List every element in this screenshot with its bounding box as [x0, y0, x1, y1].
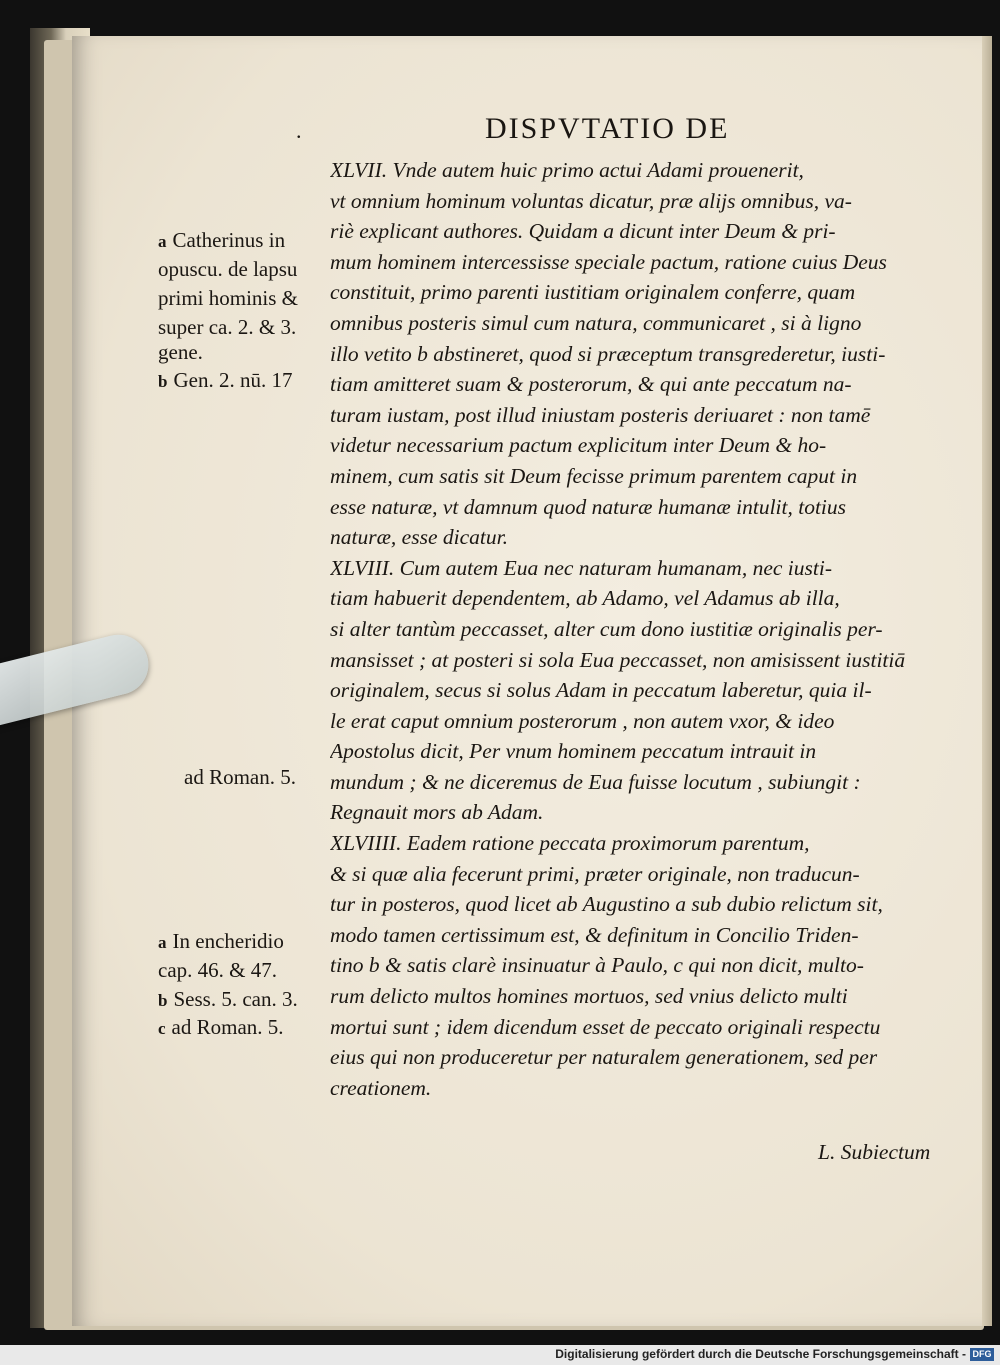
sidenote	[158, 226, 285, 256]
text-line: esse naturæ, vt damnum quod naturæ humanæ intulit, totius	[330, 494, 847, 519]
running-head: DISPVTATIO DE	[485, 112, 730, 145]
text-line: XLVIIII. Eadem ratione peccata proximorum parentum,	[330, 831, 810, 856]
text-line: originalem, secus si solus Adam in peccatum laberetur, quia il-	[330, 678, 872, 703]
page-edge	[982, 36, 992, 1326]
text-line: riè explicant authores. Quidam a dicunt inter Deum & pri-	[330, 219, 836, 244]
sidenote-key: b	[158, 991, 168, 1010]
text-line: Apostolus dicit, Per vnum hominem peccatum intrauit in	[330, 739, 817, 764]
text-line: mum hominem intercessisse speciale pactum, ratione cuius Deus	[330, 249, 887, 274]
footer-credit: Digitalisierung gefördert durch die Deutsche Forschungsgemeinschaft -	[555, 1347, 966, 1361]
sidenote-text: gene.	[158, 340, 203, 364]
sidenote	[158, 927, 284, 957]
text-line: rum delicto multos homines mortuos, sed vnius delicto multi	[330, 984, 848, 1009]
sidenote	[158, 255, 297, 284]
text-line: creationem.	[330, 1075, 432, 1100]
text-line: constituit, primo parenti iustitiam originalem conferre, quam	[330, 280, 856, 305]
sidenote-key: c	[158, 1019, 166, 1038]
sidenote-key: a	[158, 933, 167, 952]
sidenote	[158, 284, 298, 313]
text-line: XLVIII. Cum autem Eua nec naturam humanam, nec iusti-	[330, 555, 832, 580]
sidenote-text: ad Roman. 5.	[184, 765, 296, 789]
text-line: le erat caput omnium posterorum , non autem vxor, & ideo	[330, 708, 835, 733]
catchword: L. Subiectum	[818, 1140, 931, 1164]
footer-bar	[0, 1345, 1000, 1365]
sidenote	[158, 985, 298, 1015]
sidenote	[184, 763, 296, 792]
text-line: tur in posteros, quod licet ab Augustino a sub dubio relictum sit,	[330, 892, 883, 917]
sidenote-key: b	[158, 372, 168, 391]
text-line: vt omnium hominum voluntas dicatur, præ alijs omnibus, va-	[330, 188, 852, 213]
sidenote-text: super ca. 2. & 3.	[158, 315, 297, 339]
text-line: tiam amitteret suam & posterorum, & qui ante peccatum na-	[330, 372, 852, 397]
text-line: minem, cum satis sit Deum fecisse primum parentem caput in	[330, 463, 858, 488]
text-line: si alter tantùm peccasset, alter cum dono iustitiæ originalis per-	[330, 616, 883, 641]
sidenote-text: Catherinus in	[172, 228, 286, 252]
sidenote-key: a	[158, 232, 167, 251]
text-line: turam iustam, post illud iniustam posteris deriuaret : non tamē	[330, 402, 871, 427]
sidenote	[158, 956, 277, 985]
sidenote-text: opuscu. de lapsu	[158, 257, 298, 281]
text-line: mortui sunt ; idem dicendum esset de peccato originali respectu	[330, 1014, 881, 1039]
text-line: modo tamen certissimum est, & definitum in Concilio Triden-	[330, 922, 859, 947]
text-line: tino b & satis clarè insinuatur à Paulo, c qui non dicit, multo-	[330, 953, 864, 978]
running-head-mark: .	[296, 118, 302, 143]
sidenote	[158, 366, 292, 396]
text-line: videtur necessarium pactum explicitum inter Deum & ho-	[330, 433, 827, 458]
text-line: mundum ; & ne diceremus de Eua fuisse locutum , subiungit :	[330, 769, 861, 794]
dfg-logo: DFG	[970, 1348, 994, 1361]
text-line: tiam habuerit dependentem, ab Adamo, vel Adamus ab illa,	[330, 586, 840, 611]
sidenote	[158, 1013, 284, 1043]
sidenote-text: ad Roman. 5.	[171, 1015, 284, 1039]
text-line: naturæ, esse dicatur.	[330, 525, 508, 550]
sidenote	[158, 338, 203, 367]
text-line: XLVII. Vnde autem huic primo actui Adami prouenerit,	[330, 158, 804, 182]
text-line: mansisset ; at posteri si sola Eua peccasset, non amisissent iustitiā	[330, 647, 906, 672]
text-line: eius qui non produceretur per naturalem generationem, sed per	[330, 1045, 878, 1070]
text-line: Regnauit mors ab Adam.	[330, 800, 544, 825]
sidenote-text: In encheridio	[172, 929, 284, 953]
sidenote-text: cap. 46. & 47.	[158, 958, 277, 982]
text-line: omnibus posteris simul cum natura, communicaret , si à ligno	[330, 310, 862, 335]
sidenote-text: Sess. 5. can. 3.	[173, 987, 298, 1011]
main-text-block	[330, 155, 930, 1103]
text-line: & si quæ alia fecerunt primi, præter originale, non traducun-	[330, 861, 860, 886]
sidenote-text: primi hominis &	[158, 286, 299, 310]
text-line: illo vetito b abstineret, quod si præceptum transgrederetur, iusti-	[330, 341, 886, 366]
sidenote-text: Gen. 2. nū. 17	[173, 368, 293, 392]
